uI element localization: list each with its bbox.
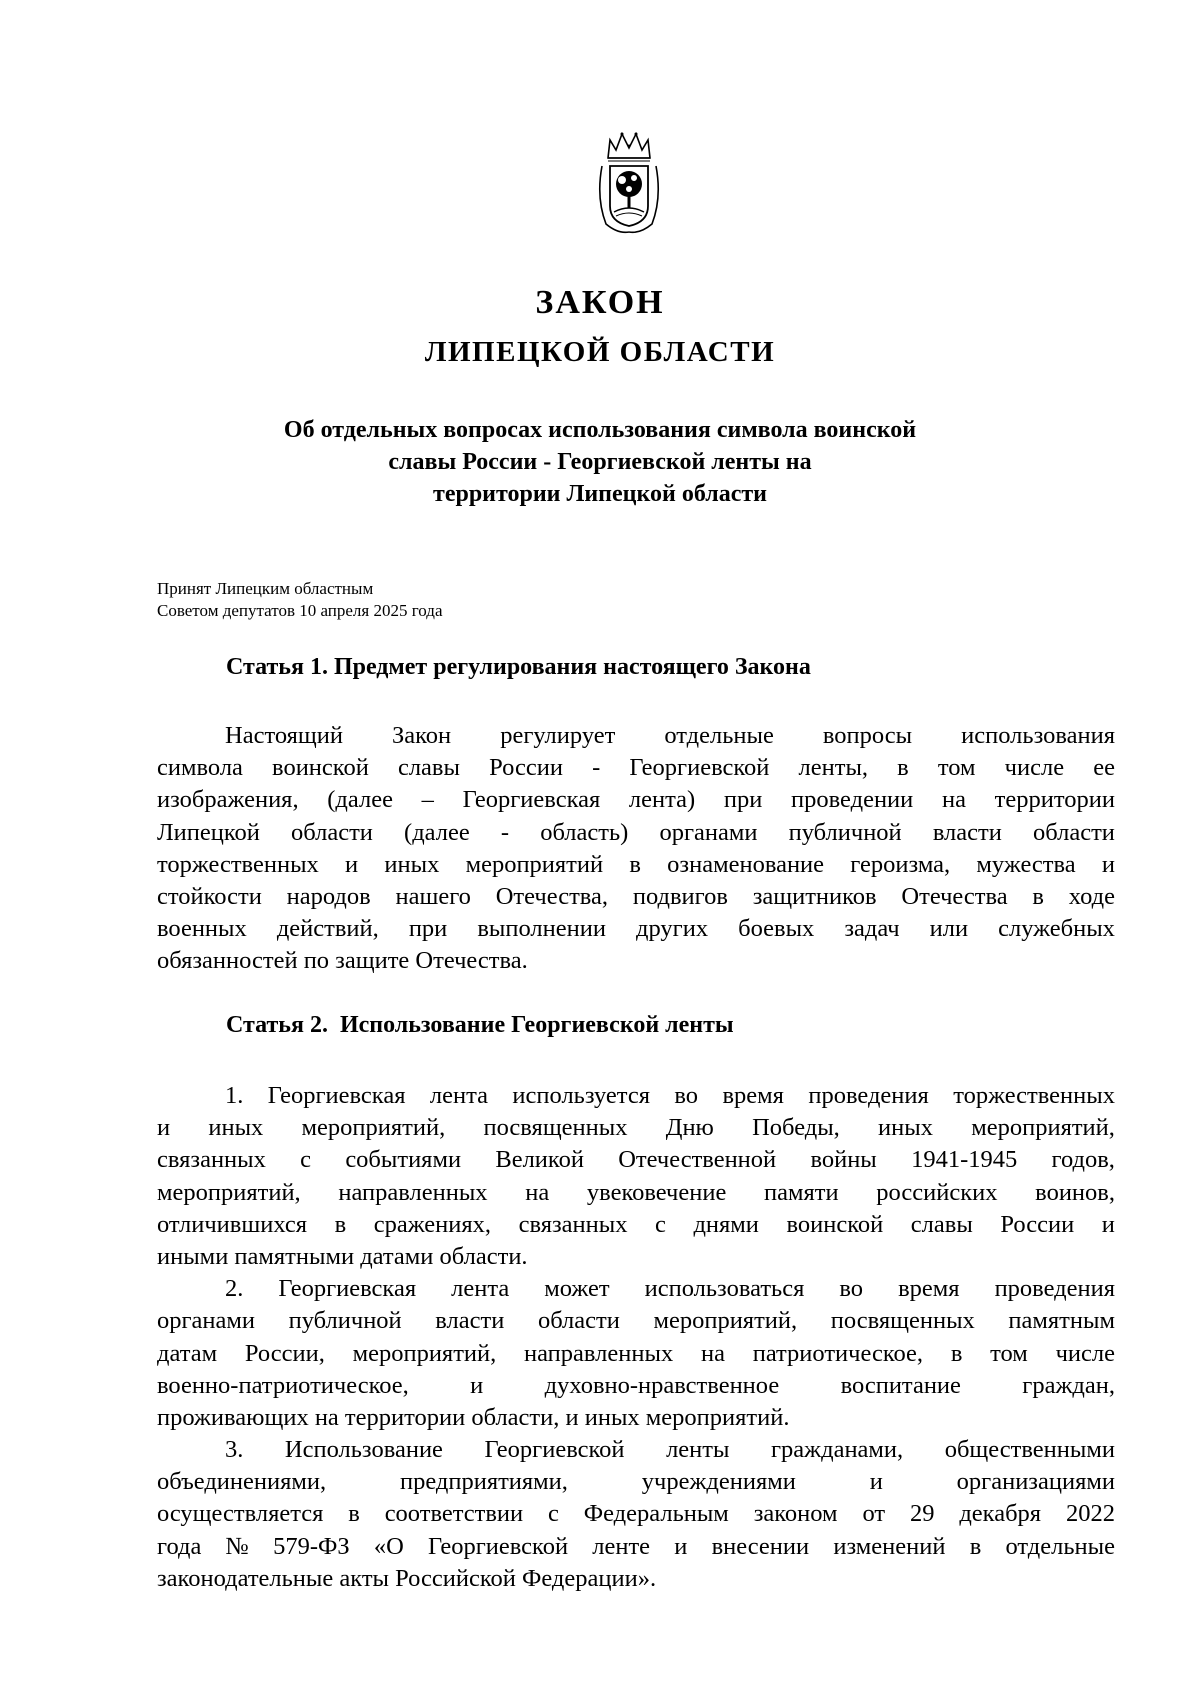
word: во xyxy=(674,1082,699,1109)
word: проведения xyxy=(994,1275,1115,1303)
word: или xyxy=(929,915,969,943)
word: датам xyxy=(157,1339,218,1367)
word: ходе xyxy=(1068,882,1115,910)
word: на xyxy=(941,786,966,814)
document-region-title: ЛИПЕЦКОЙ ОБЛАСТИ xyxy=(424,336,776,368)
subject-line: славы России - Георгиевской ленты на xyxy=(388,449,812,475)
word: учреждениями xyxy=(641,1468,796,1496)
body-line xyxy=(157,1112,1115,1144)
body-line xyxy=(157,1305,1115,1337)
word: 2022 xyxy=(1065,1500,1115,1528)
word: боевых xyxy=(738,915,815,943)
word: и xyxy=(869,1468,883,1496)
word: ленты, xyxy=(798,754,869,782)
word: других xyxy=(636,915,709,943)
word: задач xyxy=(844,915,900,943)
body-line xyxy=(157,1273,1115,1305)
word: Георгиевская xyxy=(267,1082,406,1109)
word: народов xyxy=(286,882,371,910)
word: с xyxy=(300,1146,312,1174)
word: 2. xyxy=(225,1275,244,1303)
word: публичной xyxy=(288,1307,402,1335)
word: славы xyxy=(910,1210,973,1238)
word: с xyxy=(655,1210,666,1238)
word: 3. xyxy=(225,1436,244,1464)
word: духовно-нравственное xyxy=(544,1371,780,1399)
word: военных xyxy=(157,915,247,943)
article-2-heading: Статья 2. Использование Георгиевской ленты xyxy=(226,1012,734,1038)
body-line: проживающих на территории области, и иных мероприятий. xyxy=(157,1403,790,1431)
body-line xyxy=(157,1370,1115,1402)
word: Георгиевской xyxy=(629,754,770,782)
word: увековечение xyxy=(586,1178,727,1206)
body-line xyxy=(157,752,1115,784)
body-line xyxy=(157,817,1115,849)
coat-of-arms-emblem xyxy=(596,128,662,236)
word: торжественных xyxy=(157,850,319,878)
word: России xyxy=(1000,1210,1075,1238)
body-line xyxy=(157,1498,1115,1530)
body-line xyxy=(157,1434,1115,1466)
word: при xyxy=(723,786,763,814)
word: отдельные xyxy=(664,722,774,749)
word: органами xyxy=(659,818,758,846)
word: изменений xyxy=(833,1532,946,1560)
article-2-body xyxy=(157,1080,1115,1595)
word: нашего xyxy=(395,882,471,910)
word: Липецкой xyxy=(157,818,260,846)
word: лента xyxy=(451,1275,510,1303)
word: иных xyxy=(878,1114,933,1142)
word: числе xyxy=(1055,1339,1115,1367)
word: № xyxy=(225,1532,249,1560)
adoption-note xyxy=(157,578,443,622)
word: воинской xyxy=(786,1210,884,1238)
word: и xyxy=(157,1114,171,1142)
word: гражданами, xyxy=(771,1436,904,1464)
word: и xyxy=(470,1371,484,1399)
adoption-line: Принят Липецким областным xyxy=(157,579,374,598)
word: связанных xyxy=(157,1146,266,1174)
body-line xyxy=(157,784,1115,816)
word: сражениях, xyxy=(373,1210,492,1238)
word: воинской xyxy=(272,754,369,782)
word: направленных xyxy=(338,1178,488,1206)
word: символа xyxy=(157,754,243,782)
word: и xyxy=(674,1532,688,1560)
word: в xyxy=(348,1500,360,1528)
word: область) xyxy=(540,818,629,846)
word: в xyxy=(897,754,909,782)
word: Отечества xyxy=(901,882,1008,910)
word: области xyxy=(1033,818,1115,846)
body-line xyxy=(157,1338,1115,1370)
word: декабря xyxy=(959,1500,1042,1528)
word: ознаменование xyxy=(667,850,825,878)
word: организациями xyxy=(956,1468,1115,1496)
word: общественными xyxy=(944,1436,1115,1464)
word: «О xyxy=(373,1532,404,1560)
word: – xyxy=(421,786,434,814)
word: осуществляется xyxy=(157,1500,324,1528)
word: и xyxy=(1101,1210,1115,1238)
word: в xyxy=(1032,882,1044,910)
word: славы xyxy=(397,754,460,782)
body-line xyxy=(157,1080,1115,1112)
word: и xyxy=(1101,850,1115,878)
word: - xyxy=(592,754,601,782)
word: 579-ФЗ xyxy=(273,1532,350,1560)
word: в xyxy=(969,1532,982,1560)
word: Использование xyxy=(284,1436,443,1464)
word: территории xyxy=(994,786,1115,814)
word: Великой xyxy=(495,1146,584,1174)
word: служебных xyxy=(998,915,1115,943)
word: событиями xyxy=(345,1146,462,1174)
word: 29 xyxy=(909,1500,935,1528)
word: вопросы xyxy=(822,722,913,749)
word: мероприятий, xyxy=(971,1114,1115,1142)
lipetsk-coat-of-arms-icon xyxy=(596,128,662,236)
word: иных xyxy=(208,1114,264,1142)
word: мужества xyxy=(976,850,1076,878)
word: России xyxy=(489,754,563,782)
body-line xyxy=(157,1531,1115,1563)
article-1-body xyxy=(157,720,1115,978)
word: использоваться xyxy=(644,1275,805,1303)
word: проведения xyxy=(808,1082,929,1109)
word: ее xyxy=(1093,754,1115,782)
word: посвященных xyxy=(483,1114,628,1142)
body-line: обязанностей по защите Отечества. xyxy=(157,947,528,975)
word: (далее xyxy=(327,786,393,814)
word: Георгиевская xyxy=(278,1275,417,1303)
word: публичной xyxy=(788,818,902,846)
word: в xyxy=(950,1339,963,1367)
word: мероприятий, xyxy=(653,1307,798,1335)
word: власти xyxy=(932,818,1002,846)
word: (далее xyxy=(404,818,470,846)
word: памяти xyxy=(764,1178,839,1206)
document-type-title: ЗАКОН xyxy=(535,284,665,321)
word: отличившихся xyxy=(157,1210,308,1238)
subject-line: территории Липецкой области xyxy=(433,481,767,507)
word: года xyxy=(157,1532,202,1560)
word: области xyxy=(291,818,373,846)
word: выполнении xyxy=(477,915,606,943)
word: используется xyxy=(512,1082,650,1109)
word: военно-патриотическое, xyxy=(157,1371,409,1399)
body-line xyxy=(157,1144,1115,1176)
word: связанных xyxy=(518,1210,628,1238)
word: мероприятий, xyxy=(352,1339,497,1367)
body-line xyxy=(157,1466,1115,1498)
word: в xyxy=(629,850,641,878)
word: Победы, xyxy=(752,1114,840,1142)
word: воинов, xyxy=(1035,1178,1115,1206)
word: и xyxy=(345,850,359,878)
word: мероприятий, xyxy=(157,1178,301,1206)
word: том xyxy=(990,1339,1028,1367)
word: Георгиевская xyxy=(462,786,601,814)
word: - xyxy=(500,818,510,846)
word: 1941-1945 xyxy=(911,1146,1018,1174)
body-line xyxy=(157,1209,1115,1241)
word: мероприятий xyxy=(465,850,604,878)
word: российских xyxy=(876,1178,998,1206)
word: Закон xyxy=(392,722,452,749)
word: проведении xyxy=(791,786,914,814)
word: в xyxy=(334,1210,347,1238)
word: посвященных xyxy=(830,1307,975,1335)
word: внесении xyxy=(711,1532,810,1560)
word: на xyxy=(700,1339,725,1367)
word: предприятиями, xyxy=(399,1468,568,1496)
word: объединениями, xyxy=(157,1468,327,1496)
word: регулирует xyxy=(500,722,616,749)
word: стойкости xyxy=(157,882,262,910)
word: иных xyxy=(384,850,440,878)
word: области xyxy=(537,1307,620,1335)
article-1-heading: Статья 1. Предмет регулирования настоящего Закона xyxy=(226,654,811,680)
word: Дню xyxy=(665,1114,714,1142)
word: на xyxy=(525,1178,550,1206)
body-line xyxy=(157,881,1115,913)
word: во xyxy=(839,1275,864,1303)
word: Георгиевской xyxy=(428,1532,569,1560)
word: отдельные xyxy=(1005,1532,1115,1560)
word: торжественных xyxy=(953,1082,1115,1109)
word: 1. xyxy=(225,1082,244,1109)
word: законом xyxy=(753,1500,838,1528)
body-line: иными памятными датами области. xyxy=(157,1242,528,1270)
adoption-line: Советом депутатов 10 апреля 2025 года xyxy=(157,601,443,620)
word: Георгиевской xyxy=(484,1436,625,1464)
word: с xyxy=(548,1500,559,1528)
word: направленных xyxy=(524,1339,674,1367)
word: годов, xyxy=(1051,1146,1115,1174)
word: мероприятий, xyxy=(301,1114,446,1142)
word: защитников xyxy=(752,882,877,910)
word: патриотическое, xyxy=(752,1339,924,1367)
word: героизма, xyxy=(850,850,951,878)
body-line: законодательные акты Российской Федерации». xyxy=(157,1564,657,1592)
word: Федеральным xyxy=(583,1500,729,1528)
word: памятным xyxy=(1008,1307,1115,1335)
word: России, xyxy=(244,1339,325,1367)
word: воспитание xyxy=(840,1371,961,1399)
document-subject xyxy=(0,414,1200,510)
word: соответствии xyxy=(384,1500,524,1528)
body-line xyxy=(157,913,1115,945)
word: может xyxy=(544,1275,610,1303)
body-line xyxy=(157,849,1115,881)
subject-line: Об отдельных вопросах использования символа воинской xyxy=(283,417,917,443)
word: Отечественной xyxy=(618,1146,777,1174)
word: время xyxy=(722,1082,784,1109)
word: время xyxy=(898,1275,960,1303)
body-line xyxy=(157,720,1115,752)
word: изображения, xyxy=(157,786,299,814)
word: лента) xyxy=(628,786,696,814)
word: органами xyxy=(157,1307,256,1335)
word: ленте xyxy=(592,1532,651,1560)
body-line xyxy=(157,1177,1115,1209)
word: ленты xyxy=(666,1436,730,1464)
word: при xyxy=(408,915,448,943)
word: Настоящий xyxy=(225,722,343,749)
word: Отечества, xyxy=(495,882,609,910)
word: от xyxy=(862,1500,886,1528)
word: числе xyxy=(1004,754,1065,782)
word: граждан, xyxy=(1022,1371,1115,1399)
word: том xyxy=(937,754,976,782)
word: подвигов xyxy=(632,882,728,910)
word: использования xyxy=(961,722,1115,749)
word: днями xyxy=(693,1210,759,1238)
word: власти xyxy=(435,1307,505,1335)
word: войны xyxy=(810,1146,877,1174)
word: действий, xyxy=(276,915,379,943)
word: лента xyxy=(429,1082,488,1109)
